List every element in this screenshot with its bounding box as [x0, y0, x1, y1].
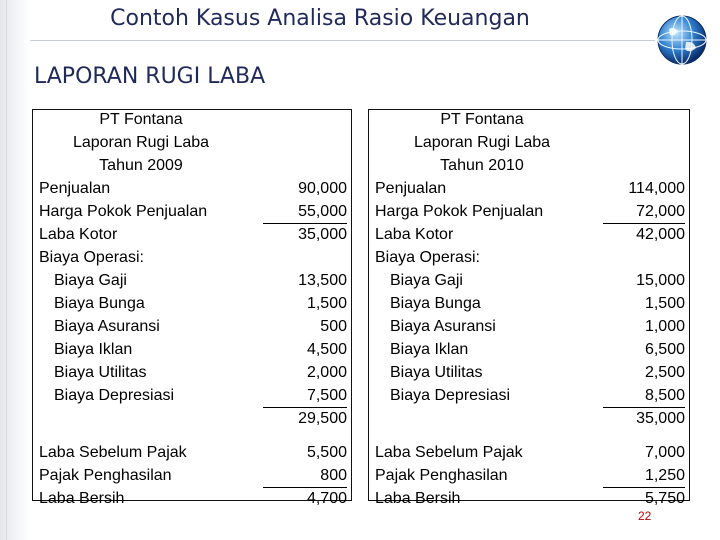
row-label: Pajak Penghasilan	[375, 467, 508, 484]
row-label: Biaya Iklan	[54, 341, 133, 358]
report-header-company: PT Fontana	[440, 111, 524, 128]
row-value: 55,000	[298, 203, 347, 220]
row-value: 4,700	[306, 490, 347, 507]
row-label: Biaya Asuransi	[390, 318, 496, 335]
row-value: 2,000	[306, 364, 347, 381]
income-statement-2009	[32, 109, 352, 507]
row-value: 1,000	[644, 318, 685, 335]
row-label: Laba Sebelum Pajak	[39, 444, 187, 461]
statement-row	[369, 444, 689, 467]
row-label: Laba Kotor	[39, 226, 118, 243]
row-value: 6,500	[644, 341, 685, 358]
row-value: 500	[320, 318, 347, 335]
statement-row	[33, 203, 351, 226]
row-label: Biaya Bunga	[390, 295, 481, 312]
row-label: Biaya Operasi:	[39, 249, 144, 266]
statement-row	[33, 490, 351, 513]
row-value: 8,500	[644, 387, 685, 404]
statement-row	[369, 295, 689, 318]
row-value: 114,000	[628, 180, 685, 197]
report-header-company: PT Fontana	[99, 111, 183, 128]
statement-row	[369, 387, 689, 410]
row-label: Biaya Utilitas	[54, 364, 147, 381]
row-label: Biaya Bunga	[54, 295, 145, 312]
row-value: 1,250	[644, 467, 685, 484]
row-label: Biaya Asuransi	[54, 318, 160, 335]
row-label: Biaya Gaji	[390, 272, 463, 289]
row-value: 35,000	[636, 410, 685, 427]
statement-row	[369, 341, 689, 364]
row-value: 29,500	[298, 410, 347, 427]
statement-row	[33, 295, 351, 318]
statement-row	[33, 226, 351, 249]
row-label: Penjualan	[39, 180, 111, 197]
row-label: Laba Bersih	[39, 490, 125, 507]
statement-row	[33, 387, 351, 410]
row-label: Harga Pokok Penjualan	[375, 203, 544, 220]
income-statement-2010	[368, 109, 690, 507]
row-value: 13,500	[298, 272, 347, 289]
statement-row	[33, 180, 351, 203]
statement-row	[33, 467, 351, 490]
row-value: 90,000	[298, 180, 347, 197]
row-value: 15,000	[636, 272, 685, 289]
statement-row	[369, 249, 689, 272]
row-label: Biaya Depresiasi	[54, 387, 175, 404]
row-value: 35,000	[298, 226, 347, 243]
row-label: Laba Sebelum Pajak	[375, 444, 523, 461]
subtotal-underline	[263, 487, 347, 488]
report-header-report-name: Laporan Rugi Laba	[413, 134, 551, 151]
statement-row	[369, 203, 689, 226]
report-header-year: Tahun 2010	[440, 157, 524, 174]
row-value: 4,500	[306, 341, 347, 358]
slide-title: Contoh Kasus Analisa Rasio Keuangan	[110, 6, 530, 31]
statement-row	[33, 272, 351, 295]
statement-row	[369, 364, 689, 387]
subtotal-underline	[263, 223, 347, 224]
statement-row	[369, 226, 689, 249]
statement-row	[369, 272, 689, 295]
row-value: 5,750	[644, 490, 685, 507]
row-value: 2,500	[644, 364, 685, 381]
row-value: 7,500	[306, 387, 347, 404]
row-label: Biaya Gaji	[54, 272, 127, 289]
row-value: 5,500	[306, 444, 347, 461]
subtotal-underline	[603, 223, 685, 224]
title-divider	[30, 40, 655, 41]
row-label: Biaya Iklan	[390, 341, 469, 358]
statement-row	[33, 444, 351, 467]
left-decorative-strip	[0, 0, 30, 540]
page-number: 22	[638, 509, 652, 523]
row-value: 72,000	[636, 203, 685, 220]
row-label: Laba Kotor	[375, 226, 454, 243]
row-value: 1,500	[306, 295, 347, 312]
row-label: Penjualan	[375, 180, 447, 197]
row-label: Harga Pokok Penjualan	[39, 203, 208, 220]
row-value: 1,500	[644, 295, 685, 312]
row-value: 800	[320, 467, 347, 484]
report-header-report-name: Laporan Rugi Laba	[72, 134, 210, 151]
statement-row	[369, 180, 689, 203]
subtotal-underline	[263, 407, 347, 408]
row-value: 7,000	[644, 444, 685, 461]
statement-row	[33, 249, 351, 272]
statement-row	[369, 318, 689, 341]
subtotal-underline	[603, 407, 685, 408]
globe-icon	[656, 14, 708, 66]
statement-row	[369, 410, 689, 433]
row-label: Biaya Operasi:	[375, 249, 480, 266]
row-label: Biaya Utilitas	[390, 364, 483, 381]
statement-row	[33, 341, 351, 364]
row-label: Laba Bersih	[375, 490, 461, 507]
statement-row	[369, 467, 689, 490]
statement-row	[33, 318, 351, 341]
section-heading: LAPORAN RUGI LABA	[34, 64, 266, 89]
report-header-year: Tahun 2009	[99, 157, 183, 174]
row-value: 42,000	[636, 226, 685, 243]
statement-row	[33, 410, 351, 433]
subtotal-underline	[603, 487, 685, 488]
statement-row	[33, 364, 351, 387]
row-label: Biaya Depresiasi	[390, 387, 511, 404]
row-label: Pajak Penghasilan	[39, 467, 172, 484]
